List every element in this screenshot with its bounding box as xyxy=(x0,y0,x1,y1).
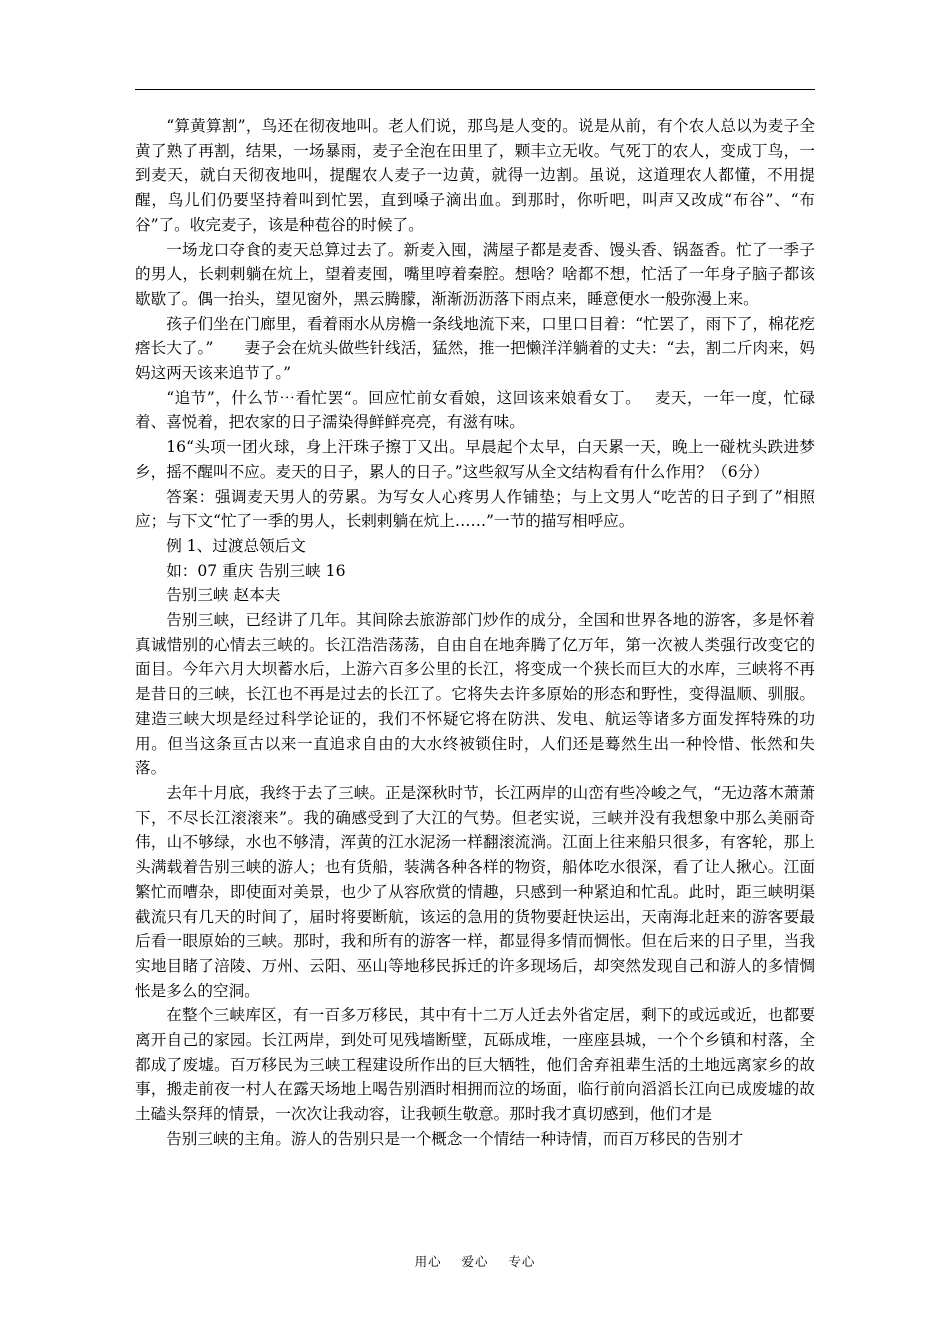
paragraph-wheat-season-end: 一场龙口夺食的麦天总算过去了。新麦入囤，满屋子都是麦香、馒头香、锅盔香。忙了一季子的男人，长剌剌躺在炕上，望着麦囤，嘴里哼着秦腔。想啥？啥都不想，忙活了一年身子脑子都该歇歇了。偶一抬头，望见窗外，黑云腾朦，渐渐沥沥落下雨点来，睡意便水一般弥漫上来。 xyxy=(135,240,815,308)
example-heading: 例 1、过渡总领后文 xyxy=(166,536,306,555)
example-source: 如：07 重庆 告别三峡 16 xyxy=(166,561,346,580)
footer-item: 爱心 xyxy=(461,1254,489,1269)
paragraph-last-october: 去年十月底，我终于去了三峡。正是深秋时节，长江两岸的山峦有些冷峻之气，“无边落木萧萧下，不尽长江滚滚来”。我的确感受到了大江的气势。但老实说，三峡并没有我想象中那么美丽奇伟，山不够绿，水也不够清，浑黄的江水泥汤一样翻滚流淌。江面上往来船只很多，有客轮，那上头满载着告别三峡的游人；也有货船，装满各种各样的物资，船体吃水很深，看了让人揪心。江面繁忙而嘈杂，即使面对美景，也少了从容欣赏的情趣，只感到一种紧迫和忙乱。此时，距三峡明渠截流只有几天的时间了，届时将要断航，该运的急用的货物要赶快运出，天南海北赶来的游客要最后看一眼原始的三峡。那时，我和所有的游客一样，都显得多情而惆怅。但在后来的日子里，当我实地目睹了涪陵、万州、云阳、巫山等地移民拆迁的许多现场后，却突然发现自己和游人的多情惆怅是多么的空洞。 xyxy=(135,783,815,1000)
paragraph-zhuijie: “追节”，什么节⋯看忙罢“。回应忙前女看娘，这回该来娘看女丁。 麦天，一年一度，忙碌着、喜悦着，把农家的日子濡染得鲜鲜亮亮，有滋有味。 xyxy=(135,388,815,432)
answer-16: 答案：强调麦天男人的劳累。为写女人心疼男人作铺垫；与上文男人“吃苦的日子到了”相照应；与下文“忙了一季的男人，长剌剌躺在炕上……”一节的描写相呼应。 xyxy=(135,487,815,531)
paragraph-protagonists: 告别三峡的主角。游人的告别只是一个概念一个情结一种诗情，而百万移民的告别才 xyxy=(166,1129,744,1148)
header-rule xyxy=(135,89,815,90)
article-title: 告别三峡 赵本夫 xyxy=(166,586,281,605)
paragraph-migrants: 在整个三峡库区，有一百多万移民，其中有十二万人迁去外省定居，剩下的或远或近，也都要离开自己的家园。长江两岸，到处可见残墙断壁，瓦砾成堆，一座座县城，一个个乡镇和村落，全都成了废墟。百万移民为三峡工程建设所作出的巨大牺牲，他们舍弃祖辈生活的土地远离家乡的故事，搬走前夜一村人在露天场地上喝告别酒时相拥而泣的场面，临行前向滔滔长江向已成废墟的故土磕头祭拜的情景，一次次让我动容，让我顿生敬意。那时我才真切感到，他们才是 xyxy=(135,1006,815,1124)
paragraph-bird-legend: “算黄算割”，鸟还在彻夜地叫。老人们说，那鸟是人变的。说是从前，有个农人总以为麦子全黄了熟了再割，结果，一场暴雨，麦子全泡在田里了，颗丰立无收。气死丁的农人，变成丁鸟，一到麦天，就白天彻夜地叫，提醒农人麦子一边黄，就得一边割。虽说，这道理农人都懂，不用提醒，鸟儿们仍要坚持着叫到忙罢，直到嗓子滴出血。到那时，你听吧，叫声又改成“布谷”、“布谷”了。收完麦子，该是种苞谷的时候了。 xyxy=(135,117,815,234)
page-footer xyxy=(0,1252,950,1270)
document-body xyxy=(135,114,815,1152)
paragraph-children-and-wife: 孩子们坐在门廊里，看着雨水从房檐一条线地流下来，口里口目着：“忙罢了，雨下了，棉花疙瘩长大了。” 妻子会在炕头做些针线活，猛然，推一把懒洋洋躺着的丈夫：“去，割二斤肉来，妈妈这两天该来追节了。” xyxy=(135,314,815,383)
footer-item: 用心 xyxy=(414,1254,442,1269)
paragraph-farewell-three-gorges: 告别三峡，已经讲了几年。其间除去旅游部门炒作的成分，全国和世界各地的游客，多是怀着真诚惜别的心情去三峡的。长江浩浩荡荡，自由自在地奔腾了亿万年，第一次被人类强行改变它的面目。今年六月大坝蓄水后，上游六百多公里的长江，将变成一个狭长而巨大的水库，三峡将不再是昔日的三峡，长江也不再是过去的长江了。它将失去许多原始的形态和野性，变得温顺、驯服。建造三峡大坝是经过科学论证的，我们不怀疑它将在防洪、发电、航运等诸多方面发挥特殊的功用。但当这条亘古以来一直追求自由的大水终被锁住时，人们还是蓦然生出一种怜惜、怅然和失落。 xyxy=(135,611,815,778)
footer-item: 专心 xyxy=(508,1254,536,1269)
question-16: 16“头项一团火球，身上汗珠子擦丁又出。早晨起个太早，白天累一天，晚上一碰枕头跌进梦乡，摇不醒叫不应。麦天的日子，累人的日子。”这些叙写从全文结构看有什么作用？（6分） xyxy=(135,438,815,481)
